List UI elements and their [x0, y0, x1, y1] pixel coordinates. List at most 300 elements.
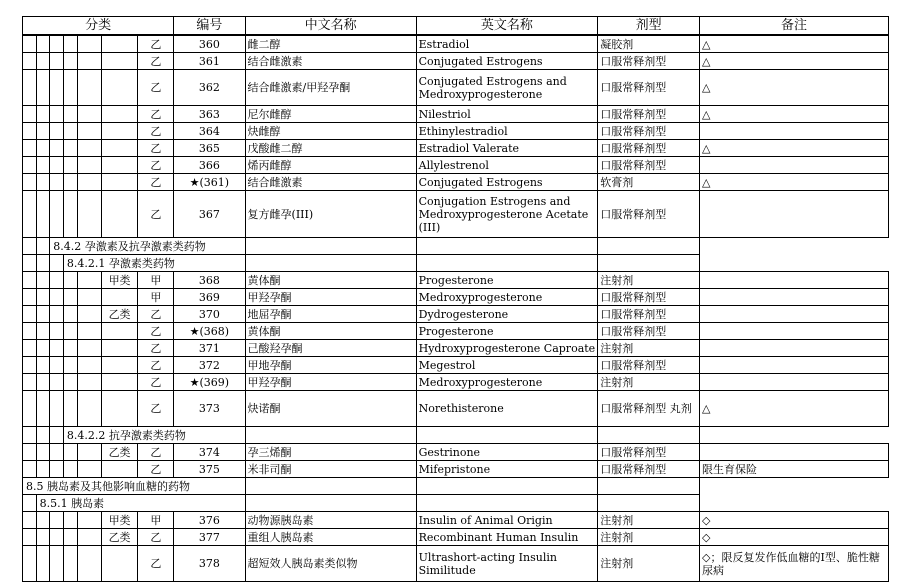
number-cell: 373	[174, 391, 245, 427]
remarks-cell: ◇；限反复发作低血糖的I型、脆性糖尿病	[700, 546, 889, 582]
indent-cell	[36, 461, 50, 478]
english-name-cell: Conjugated Estrogens	[416, 53, 598, 70]
indent-cell	[50, 123, 64, 140]
indent-cell	[23, 461, 37, 478]
section-row	[23, 238, 889, 255]
english-name-cell: Hydroxyprogesterone Caproate	[416, 340, 598, 357]
english-name-cell: Estradiol Valerate	[416, 140, 598, 157]
indent-cell	[50, 106, 64, 123]
indent-cell	[23, 174, 37, 191]
english-name-cell: Insulin of Animal Origin	[416, 512, 598, 529]
number-cell: 366	[174, 157, 245, 174]
chinese-name-cell: 雌二醇	[245, 35, 416, 53]
dosage-form-cell: 口服常释剂型	[598, 461, 700, 478]
header-number: 编号	[174, 17, 245, 36]
indent-cell	[23, 123, 37, 140]
category-cell: 乙	[138, 157, 174, 174]
remarks-cell	[700, 289, 889, 306]
group-label: 乙类	[101, 444, 138, 461]
chinese-name-cell: 重组人胰岛素	[245, 529, 416, 546]
number-cell: 363	[174, 106, 245, 123]
indent-cell	[63, 391, 77, 427]
remarks-cell: ◇	[700, 529, 889, 546]
indent-cell	[36, 70, 50, 106]
indent-cell	[63, 35, 77, 53]
category-cell: 乙	[138, 323, 174, 340]
indent-cell	[77, 391, 101, 427]
indent-cell	[36, 391, 50, 427]
remarks-cell	[700, 323, 889, 340]
group-label	[101, 357, 138, 374]
indent-cell	[63, 323, 77, 340]
section-title: 8.4.2 孕激素及抗孕激素类药物	[50, 238, 245, 255]
dosage-form-cell: 口服常释剂型	[598, 323, 700, 340]
english-name-cell: Recombinant Human Insulin	[416, 529, 598, 546]
table-row	[23, 340, 889, 357]
header-chinese-name: 中文名称	[245, 17, 416, 36]
category-cell: 乙	[138, 53, 174, 70]
english-name-cell: Nilestriol	[416, 106, 598, 123]
dosage-form-cell: 口服常释剂型	[598, 444, 700, 461]
number-cell: 371	[174, 340, 245, 357]
indent-cell	[36, 529, 50, 546]
indent-cell	[50, 374, 64, 391]
empty-form-cell	[416, 238, 598, 255]
indent-cell	[50, 323, 64, 340]
indent-cell	[50, 340, 64, 357]
dosage-form-cell: 软膏剂	[598, 174, 700, 191]
indent-cell	[23, 140, 37, 157]
category-cell: 乙	[138, 391, 174, 427]
dosage-form-cell: 口服常释剂型	[598, 357, 700, 374]
table-row	[23, 289, 889, 306]
category-cell: 乙	[138, 357, 174, 374]
indent-cell	[63, 512, 77, 529]
indent-cell	[63, 70, 77, 106]
indent-cell	[77, 35, 101, 53]
indent-cell	[63, 53, 77, 70]
chinese-name-cell: 烯丙雌醇	[245, 157, 416, 174]
group-label	[101, 174, 138, 191]
indent-cell	[36, 427, 50, 444]
indent-cell	[23, 546, 37, 582]
indent-cell	[50, 53, 64, 70]
category-cell: 甲	[138, 512, 174, 529]
indent-cell	[36, 238, 50, 255]
group-label	[101, 191, 138, 238]
group-label: 乙类	[101, 306, 138, 323]
english-name-cell: Dydrogesterone	[416, 306, 598, 323]
table-row	[23, 374, 889, 391]
category-cell: 甲	[138, 289, 174, 306]
group-label: 甲类	[101, 272, 138, 289]
indent-cell	[36, 306, 50, 323]
indent-cell	[50, 272, 64, 289]
number-cell: 361	[174, 53, 245, 70]
indent-cell	[77, 461, 101, 478]
category-cell: 乙	[138, 461, 174, 478]
empty-remarks-cell	[598, 255, 700, 272]
dosage-form-cell: 注射剂	[598, 272, 700, 289]
indent-cell	[63, 272, 77, 289]
remarks-cell	[700, 306, 889, 323]
table-row	[23, 123, 889, 140]
indent-cell	[50, 391, 64, 427]
dosage-form-cell: 口服常释剂型	[598, 140, 700, 157]
empty-remarks-cell	[598, 427, 700, 444]
chinese-name-cell: 甲羟孕酮	[245, 374, 416, 391]
english-name-cell: Ethinylestradiol	[416, 123, 598, 140]
indent-cell	[77, 106, 101, 123]
group-label	[101, 70, 138, 106]
empty-remarks-cell	[598, 238, 700, 255]
indent-cell	[77, 123, 101, 140]
indent-cell	[36, 444, 50, 461]
number-cell: ★(368)	[174, 323, 245, 340]
category-cell: 乙	[138, 35, 174, 53]
table-row	[23, 272, 889, 289]
chinese-name-cell: 超短效人胰岛素类似物	[245, 546, 416, 582]
english-name-cell: Progesterone	[416, 323, 598, 340]
indent-cell	[77, 512, 101, 529]
indent-cell	[77, 157, 101, 174]
indent-cell	[50, 427, 64, 444]
indent-cell	[50, 529, 64, 546]
indent-cell	[77, 357, 101, 374]
category-cell: 甲	[138, 272, 174, 289]
indent-cell	[23, 495, 37, 512]
category-cell: 乙	[138, 340, 174, 357]
remarks-cell: △	[700, 174, 889, 191]
indent-cell	[50, 255, 64, 272]
english-name-cell: Medroxyprogesterone	[416, 374, 598, 391]
group-label: 甲类	[101, 512, 138, 529]
indent-cell	[23, 238, 37, 255]
indent-cell	[36, 289, 50, 306]
indent-cell	[50, 35, 64, 53]
indent-cell	[23, 272, 37, 289]
indent-cell	[23, 391, 37, 427]
chinese-name-cell: 结合雌激素	[245, 174, 416, 191]
number-cell: 374	[174, 444, 245, 461]
remarks-cell	[700, 357, 889, 374]
group-label	[101, 140, 138, 157]
indent-cell	[36, 272, 50, 289]
group-label	[101, 35, 138, 53]
indent-cell	[23, 444, 37, 461]
dosage-form-cell: 注射剂	[598, 340, 700, 357]
table-row	[23, 191, 889, 238]
indent-cell	[50, 140, 64, 157]
indent-cell	[23, 357, 37, 374]
english-name-cell: Gestrinone	[416, 444, 598, 461]
dosage-form-cell: 注射剂	[598, 529, 700, 546]
table-body	[23, 35, 889, 582]
category-cell: 乙	[138, 546, 174, 582]
indent-cell	[77, 323, 101, 340]
empty-remarks-cell	[598, 495, 700, 512]
number-cell: 370	[174, 306, 245, 323]
dosage-form-cell: 口服常释剂型	[598, 123, 700, 140]
table-row	[23, 70, 889, 106]
dosage-form-cell: 口服常释剂型 丸剂	[598, 391, 700, 427]
number-cell: 372	[174, 357, 245, 374]
chinese-name-cell: 甲地孕酮	[245, 357, 416, 374]
remarks-cell: 限生育保险	[700, 461, 889, 478]
english-name-cell: Ultrashort-acting Insulin Similitude	[416, 546, 598, 582]
remarks-cell	[700, 340, 889, 357]
english-name-cell: Conjugation Estrogens and Medroxyprogesterone Acetate (III)	[416, 191, 598, 238]
drug-catalog-table-wrapper	[22, 16, 889, 582]
dosage-form-cell: 注射剂	[598, 512, 700, 529]
indent-cell	[63, 357, 77, 374]
dosage-form-cell: 注射剂	[598, 374, 700, 391]
indent-cell	[77, 529, 101, 546]
number-cell: 369	[174, 289, 245, 306]
header-remarks: 备注	[700, 17, 889, 36]
chinese-name-cell: 米非司酮	[245, 461, 416, 478]
english-name-cell: Megestrol	[416, 357, 598, 374]
chinese-name-cell: 复方雌孕(III)	[245, 191, 416, 238]
empty-english-cell	[245, 427, 416, 444]
indent-cell	[36, 323, 50, 340]
table-row	[23, 174, 889, 191]
chinese-name-cell: 黄体酮	[245, 323, 416, 340]
group-label	[101, 546, 138, 582]
group-label	[101, 106, 138, 123]
indent-cell	[50, 157, 64, 174]
indent-cell	[77, 140, 101, 157]
indent-cell	[77, 340, 101, 357]
category-cell: 乙	[138, 444, 174, 461]
chinese-name-cell: 动物源胰岛素	[245, 512, 416, 529]
indent-cell	[77, 272, 101, 289]
indent-cell	[63, 340, 77, 357]
category-cell: 乙	[138, 123, 174, 140]
english-name-cell: Conjugated Estrogens and Medroxyprogesterone	[416, 70, 598, 106]
category-cell: 乙	[138, 529, 174, 546]
chinese-name-cell: 黄体酮	[245, 272, 416, 289]
chinese-name-cell: 甲羟孕酮	[245, 289, 416, 306]
number-cell: 360	[174, 35, 245, 53]
indent-cell	[50, 546, 64, 582]
header-classification: 分类	[23, 17, 174, 36]
group-label	[101, 391, 138, 427]
table-row	[23, 106, 889, 123]
group-label	[101, 323, 138, 340]
english-name-cell: Conjugated Estrogens	[416, 174, 598, 191]
indent-cell	[63, 444, 77, 461]
indent-cell	[50, 512, 64, 529]
indent-cell	[36, 106, 50, 123]
indent-cell	[63, 106, 77, 123]
indent-cell	[36, 374, 50, 391]
english-name-cell: Medroxyprogesterone	[416, 289, 598, 306]
dosage-form-cell: 口服常释剂型	[598, 289, 700, 306]
category-cell: 乙	[138, 106, 174, 123]
indent-cell	[23, 70, 37, 106]
group-label	[101, 157, 138, 174]
table-row	[23, 546, 889, 582]
chinese-name-cell: 结合雌激素	[245, 53, 416, 70]
number-cell: 376	[174, 512, 245, 529]
english-name-cell: Allylestrenol	[416, 157, 598, 174]
indent-cell	[36, 157, 50, 174]
empty-english-cell	[245, 478, 416, 495]
section-title: 8.4.2.2 抗孕激素类药物	[63, 427, 245, 444]
indent-cell	[50, 461, 64, 478]
remarks-cell	[700, 374, 889, 391]
group-label: 乙类	[101, 529, 138, 546]
table-row	[23, 391, 889, 427]
indent-cell	[36, 53, 50, 70]
indent-cell	[77, 444, 101, 461]
empty-english-cell	[245, 495, 416, 512]
indent-cell	[36, 191, 50, 238]
indent-cell	[23, 53, 37, 70]
header-dosage-form: 剂型	[598, 17, 700, 36]
english-name-cell: Mifepristone	[416, 461, 598, 478]
indent-cell	[63, 529, 77, 546]
dosage-form-cell: 口服常释剂型	[598, 106, 700, 123]
remarks-cell	[700, 272, 889, 289]
remarks-cell: △	[700, 53, 889, 70]
number-cell: 367	[174, 191, 245, 238]
empty-form-cell	[416, 478, 598, 495]
section-row	[23, 255, 889, 272]
chinese-name-cell: 炔雌醇	[245, 123, 416, 140]
indent-cell	[36, 340, 50, 357]
section-row	[23, 478, 889, 495]
indent-cell	[77, 374, 101, 391]
indent-cell	[77, 546, 101, 582]
indent-cell	[23, 157, 37, 174]
english-name-cell: Estradiol	[416, 35, 598, 53]
chinese-name-cell: 戊酸雌二醇	[245, 140, 416, 157]
indent-cell	[23, 106, 37, 123]
group-label	[101, 123, 138, 140]
indent-cell	[23, 289, 37, 306]
indent-cell	[63, 306, 77, 323]
table-row	[23, 53, 889, 70]
indent-cell	[36, 123, 50, 140]
empty-english-cell	[245, 255, 416, 272]
category-cell: 乙	[138, 140, 174, 157]
empty-english-cell	[245, 238, 416, 255]
category-cell: 乙	[138, 70, 174, 106]
empty-remarks-cell	[598, 478, 700, 495]
indent-cell	[36, 546, 50, 582]
category-cell: 乙	[138, 374, 174, 391]
section-row	[23, 495, 889, 512]
indent-cell	[63, 546, 77, 582]
group-label	[101, 340, 138, 357]
indent-cell	[77, 289, 101, 306]
group-label	[101, 53, 138, 70]
dosage-form-cell: 口服常释剂型	[598, 306, 700, 323]
indent-cell	[23, 374, 37, 391]
dosage-form-cell: 注射剂	[598, 546, 700, 582]
table-row	[23, 529, 889, 546]
group-label	[101, 289, 138, 306]
indent-cell	[23, 191, 37, 238]
dosage-form-cell: 口服常释剂型	[598, 53, 700, 70]
indent-cell	[36, 140, 50, 157]
chinese-name-cell: 结合雌激素/甲羟孕酮	[245, 70, 416, 106]
indent-cell	[63, 289, 77, 306]
number-cell: 375	[174, 461, 245, 478]
table-row	[23, 444, 889, 461]
drug-catalog-table	[22, 16, 889, 582]
chinese-name-cell: 尼尔雌醇	[245, 106, 416, 123]
table-row	[23, 512, 889, 529]
indent-cell	[36, 512, 50, 529]
indent-cell	[63, 374, 77, 391]
chinese-name-cell: 地屈孕酮	[245, 306, 416, 323]
number-cell: 377	[174, 529, 245, 546]
number-cell: 364	[174, 123, 245, 140]
indent-cell	[77, 53, 101, 70]
category-cell: 乙	[138, 174, 174, 191]
indent-cell	[63, 123, 77, 140]
indent-cell	[63, 191, 77, 238]
indent-cell	[77, 174, 101, 191]
indent-cell	[23, 323, 37, 340]
number-cell: 365	[174, 140, 245, 157]
number-cell: ★(361)	[174, 174, 245, 191]
indent-cell	[77, 70, 101, 106]
number-cell: 378	[174, 546, 245, 582]
group-label	[101, 374, 138, 391]
indent-cell	[23, 427, 37, 444]
indent-cell	[36, 357, 50, 374]
section-title: 8.5 胰岛素及其他影响血糖的药物	[23, 478, 246, 495]
category-cell: 乙	[138, 306, 174, 323]
indent-cell	[50, 174, 64, 191]
english-name-cell: Norethisterone	[416, 391, 598, 427]
remarks-cell: △	[700, 106, 889, 123]
group-label	[101, 461, 138, 478]
indent-cell	[23, 340, 37, 357]
chinese-name-cell: 己酸羟孕酮	[245, 340, 416, 357]
remarks-cell	[700, 123, 889, 140]
remarks-cell: △	[700, 70, 889, 106]
section-title: 8.4.2.1 孕激素类药物	[63, 255, 245, 272]
remarks-cell	[700, 191, 889, 238]
empty-form-cell	[416, 255, 598, 272]
indent-cell	[23, 306, 37, 323]
dosage-form-cell: 口服常释剂型	[598, 191, 700, 238]
table-row	[23, 461, 889, 478]
number-cell: 368	[174, 272, 245, 289]
remarks-cell: △	[700, 35, 889, 53]
table-row	[23, 140, 889, 157]
chinese-name-cell: 炔诺酮	[245, 391, 416, 427]
header-english-name: 英文名称	[416, 17, 598, 36]
remarks-cell	[700, 157, 889, 174]
indent-cell	[63, 461, 77, 478]
section-title: 8.5.1 胰岛素	[36, 495, 245, 512]
indent-cell	[23, 512, 37, 529]
indent-cell	[50, 444, 64, 461]
table-row	[23, 357, 889, 374]
table-row	[23, 35, 889, 53]
indent-cell	[50, 357, 64, 374]
indent-cell	[50, 191, 64, 238]
indent-cell	[63, 140, 77, 157]
chinese-name-cell: 孕三烯酮	[245, 444, 416, 461]
indent-cell	[50, 70, 64, 106]
